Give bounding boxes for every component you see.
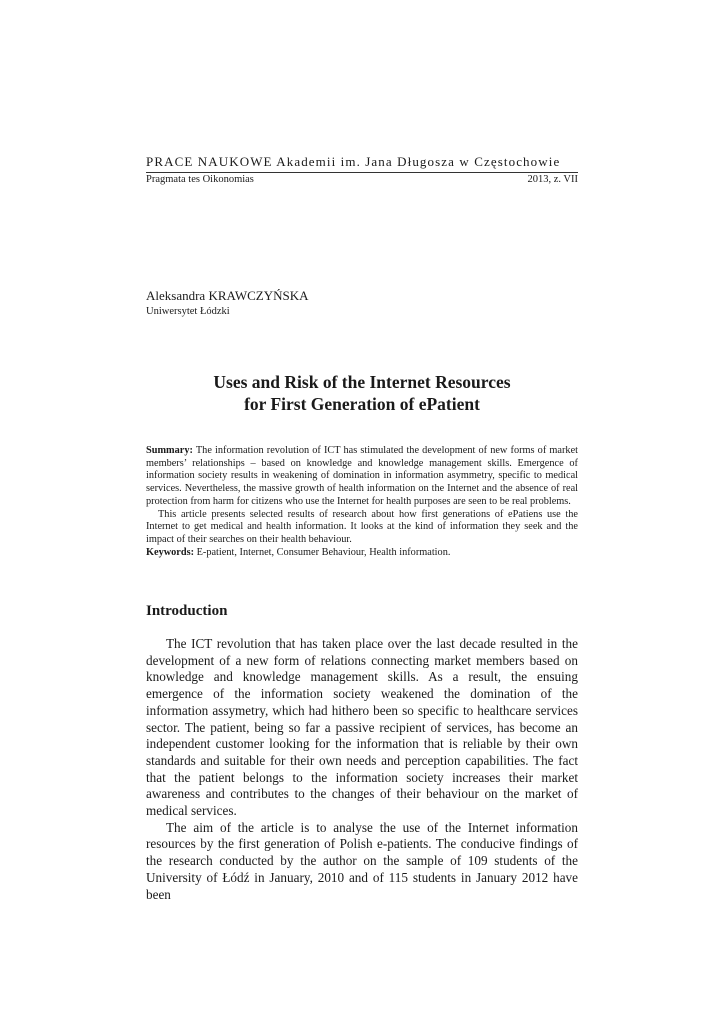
introduction-paragraph-1: The ICT revolution that has taken place over the last decade resulted in the development of a new form of relations connecting market members based on knowledge and knowledge management skills. As a result, the ensuing emergence of the information society weakened the domination of the information assymetry, which had hithero been so specific to healthcare services sector. The patient, being so far a passive recipient of services, has become an independent customer looking for the information that is reliable by their own standards and suitable for their own needs and perception capabilities. The fact that the patient belongs to the information society increases their market awareness and contributes to the changes of their behaviour on the market of medical services. [146, 636, 578, 819]
series-name: Pragmata tes Oikonomias [146, 174, 254, 185]
keywords-line [146, 547, 578, 560]
summary-block [146, 445, 578, 559]
introduction-paragraph-2: The aim of the article is to analyse the use of the Internet information resources by the first generation of Polish e-patients. The conducive findings of the research conducted by the author on the sample of 109 students of the University of Łódź in January, 2010 and of 115 students in January 2012 have been [146, 819, 578, 902]
section-heading-introduction: Introduction [146, 603, 228, 619]
author-name: Aleksandra KRAWCZYŃSKA [146, 288, 309, 303]
journal-title: PRACE NAUKOWE Akademii im. Jana Długosza w Częstochowie [146, 154, 561, 169]
title-line-1: Uses and Risk of the Internet Resources [213, 372, 511, 392]
summary-paragraph-2: This article presents selected results of research about how first generations of ePatiens use the Internet to get medical and health information. It looks at the kind of information they seek and the impact of their searches on their health behaviour. [146, 508, 578, 545]
title-line-2: for First Generation of ePatient [244, 394, 480, 414]
header-subline [146, 174, 578, 185]
volume-info: 2013, z. VII [527, 174, 578, 185]
summary-paragraph-1 [146, 445, 578, 509]
header-rule [146, 172, 578, 173]
author-affiliation: Uniwersytet Łódzki [146, 306, 230, 317]
introduction-body [146, 636, 578, 903]
paper-title [146, 371, 578, 415]
keywords-label: Keywords: [146, 546, 195, 558]
summary-text-1: The information revolution of ICT has stimulated the development of new forms of market members’ relationships – based on knowledge and knowledge management skills. Emergence of information society results in weakening of domination in information asymmetry, specific to medical services. Nevertheless, the massive growth of health information on the Internet and the absence of real protection from harm for citizens who use the Internet for health purposes are seen to be real problems. [146, 445, 578, 507]
keywords-text: E-patient, Internet, Consumer Behaviour, Health information. [196, 546, 451, 558]
summary-label: Summary: [146, 445, 193, 456]
